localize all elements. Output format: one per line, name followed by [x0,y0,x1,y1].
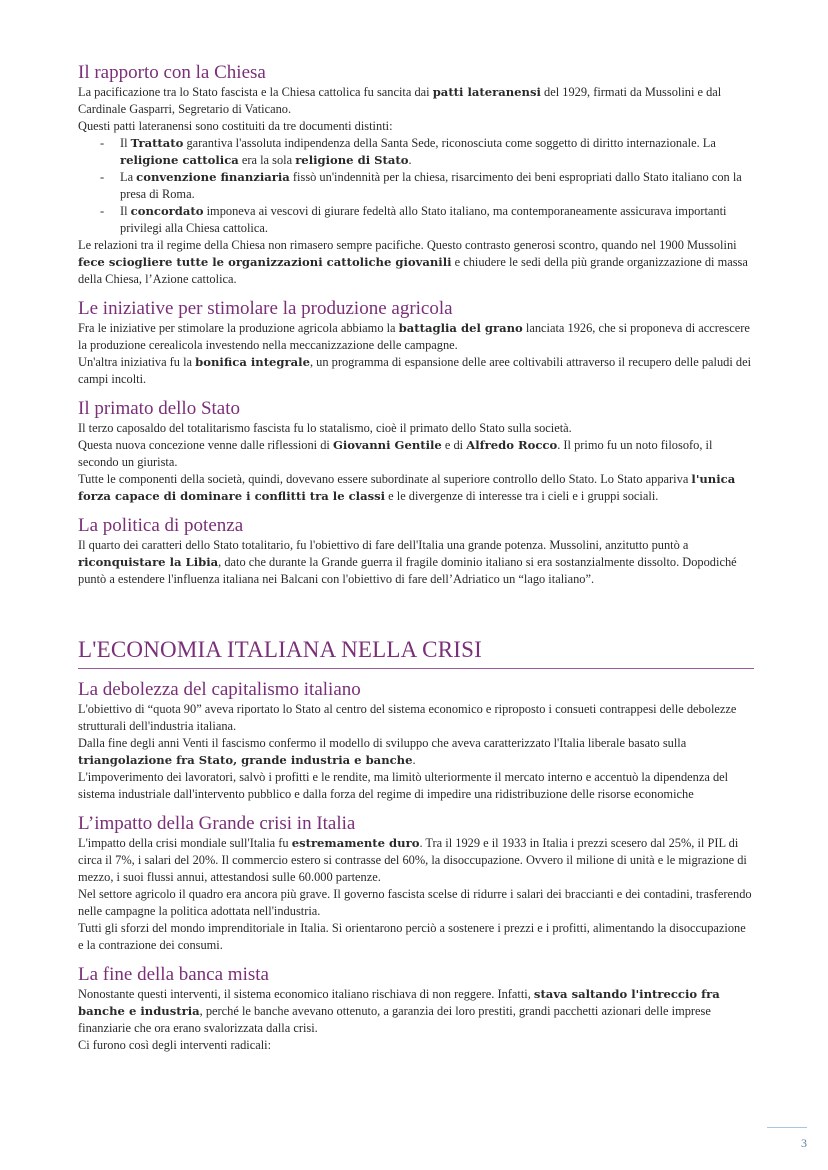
spacer [78,598,754,636]
paragraph: Tutti gli sforzi del mondo imprenditoriale in Italia. Si orientarono perciò a sostenere i prezzi e i profitti, alimentando la disoccupazione e la contrazione dei consumi. [78,921,746,952]
paragraph: Fra le iniziative per stimolare la produzione agricola abbiamo la battaglia del grano lanciata 1926, che si proponeva di accrescere la produzione cerealicola investendo nella meccanizzazione delle campagne. [78,321,750,352]
paragraph: L'impatto della crisi mondiale sull'Italia fu estremamente duro. Tra il 1929 e il 1933 in Italia i prezzi scesero dal 25%, il PIL di circa il 7%, i salari del 20%. Il commercio estero si contrasse del 60%, la disoccupazione. Ovvero il milione di unità e le migrazione di mezzo, i suoi flussi annui, attestandosi sulle 60.000 partenze. [78,836,747,884]
section-politica-potenza [78,515,754,588]
paragraph: Dalla fine degli anni Venti il fascismo confermo il modello di sviluppo che aveva caratterizzato l'Italia liberale basato sulla triangolazione fra Stato, grande industria e banche. [78,736,687,767]
section-heading: L’impatto della Grande crisi in Italia [78,813,356,834]
paragraph: Nonostante questi interventi, il sistema economico italiano rischiava di non reggere. Infatti, stava saltando l'intreccio fra banche e industria, perché le banche avevano ottenuto, a garanzia dei loro prestiti, grandi pacchetti azionari delle imprese finanziarie che ora erano svalorizzata dalla crisi. [78,987,720,1035]
paragraph: Il terzo caposaldo del totalitarismo fascista fu lo statalismo, cioè il primato dello Stato sulla società. [78,421,572,435]
paragraph: Un'altra iniziativa fu la bonifica integrale, un programma di espansione delle aree coltivabili attraverso il recupero delle paludi dei campi incolti. [78,355,752,386]
section-heading: Le iniziative per stimolare la produzione agricola [78,298,453,319]
section-primato-stato [78,398,754,505]
paragraph: Questi patti lateranensi sono costituiti da tre documenti distinti: [78,119,393,133]
section-heading: Il primato dello Stato [78,398,241,419]
section-impatto-crisi [78,813,754,954]
list-item: - Il Trattato garantiva l'assoluta indipendenza della Santa Sede, riconosciuta come soggetto di diritto internazionale. La religione cattolica era la sola religione di Stato. [100,136,716,167]
section-heading: La politica di potenza [78,515,244,536]
dash-bullet: - [100,170,105,184]
section-heading: La debolezza del capitalismo italiano [78,679,361,700]
section-rapporto-chiesa [78,62,754,288]
document-page [78,62,754,1064]
section-heading: Il rapporto con la Chiesa [78,62,266,83]
chapter-title: L'ECONOMIA ITALIANA NELLA CRISI [78,636,754,669]
paragraph: Il quarto dei caratteri dello Stato totalitario, fu l'obiettivo di fare dell'Italia una grande potenza. Mussolini, anzitutto puntò a riconquistare la Libia, dato che durante la Grande guerra il fragile dominio italiano si era sostanzialmente dissolto. Dopodiché puntò a estendere l'influenza italiana nei Balcani con l'obiettivo di fare dell’Adriatico un “lago italiano”. [78,538,737,586]
section-debolezza-capitalismo [78,679,754,803]
paragraph: La pacificazione tra lo Stato fascista e la Chiesa cattolica fu sancita dai patti lateranensi del 1929, firmati da Mussolini e dal Cardinale Gasparri, Segretario di Vaticano. [78,85,722,116]
page-number: 3 [767,1127,807,1151]
section-produzione-agricola [78,298,754,388]
paragraph: L'obiettivo di “quota 90” aveva riportato lo Stato al centro del sistema economico e riproposto i consueti contrappesi delle debolezze strutturali dell'industria italiana. [78,702,737,733]
paragraph: Ci furono così degli interventi radicali: [78,1038,272,1052]
dash-list [78,135,754,237]
dash-bullet: - [100,136,105,150]
paragraph: Questa nuova concezione venne dalle riflessioni di Giovanni Gentile e di Alfredo Rocco. Il primo fu un noto filosofo, il secondo un giurista. [78,438,713,469]
section-heading: La fine della banca mista [78,964,269,985]
dash-bullet: - [100,204,105,218]
section-banca-mista [78,964,754,1054]
paragraph: L'impoverimento dei lavoratori, salvò i profitti e le rendite, ma limitò ulteriormente il mercato interno e accentuò la dipendenza del sistema industriale dall'intervento pubblico e dalla forza del regime di impedire una ridistribuzione delle risorse economiche [78,770,729,801]
chapter [78,636,754,669]
paragraph: Nel settore agricolo il quadro era ancora più grave. Il governo fascista scelse di ridurre i salari dei braccianti e dei contadini, trasferendo nelle campagne la politica adottata nell'industria. [78,887,752,918]
list-item: - Il concordato imponeva ai vescovi di giurare fedeltà allo Stato italiano, ma contemporaneamente assicurava importanti privilegi alla Chiesa cattolica. [100,204,727,235]
list-item: - La convenzione finanziaria fissò un'indennità per la chiesa, risarcimento dei beni espropriati dallo Stato italiano con la presa di Roma. [100,170,742,201]
paragraph: Le relazioni tra il regime della Chiesa non rimasero sempre pacifiche. Questo contrasto generosi scontro, quando nel 1900 Mussolini fece sciogliere tutte le organizzazioni cattoliche giovanili e chiudere le sedi della più grande organizzazione di massa della Chiesa, l’Azione cattolica. [78,238,748,286]
paragraph: Tutte le componenti della società, quindi, dovevano essere subordinate al superiore controllo dello Stato. Lo Stato appariva l'unica forza capace di dominare i conflitti tra le classi e le divergenze di interesse tra i cieli e i gruppi sociali. [78,472,736,503]
